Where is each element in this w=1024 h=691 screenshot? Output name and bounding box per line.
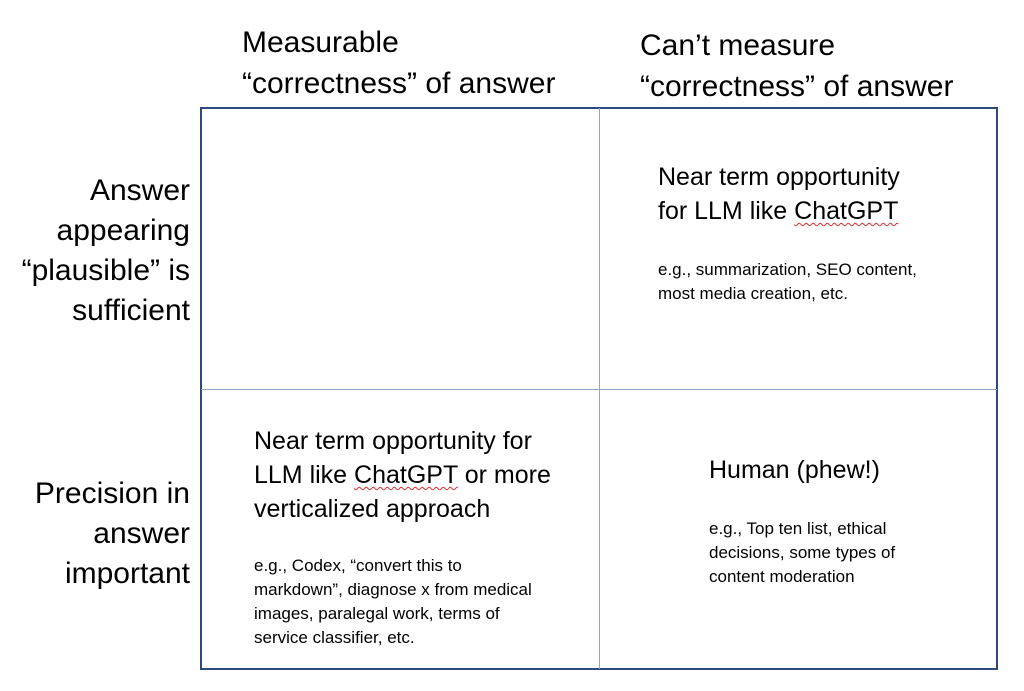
spellcheck-underlined-term: ChatGPT xyxy=(794,197,899,225)
example-line: e.g., Top ten list, ethical xyxy=(709,519,887,538)
example-line: e.g., summarization, SEO content, xyxy=(658,260,917,279)
column-header-line: Measurable xyxy=(242,26,399,59)
example-line: content moderation xyxy=(709,567,855,586)
column-header-measurable xyxy=(242,22,555,104)
row-header-line: “plausible” is xyxy=(21,254,190,287)
example-line: markdown”, diagnose x from medical xyxy=(254,580,532,599)
quadrant-top-right-examples xyxy=(658,258,917,306)
quadrant-title-text: LLM like xyxy=(254,461,355,489)
row-header-line: Precision in xyxy=(34,477,190,510)
quadrant-title-line xyxy=(254,458,551,492)
row-header-line: sufficient xyxy=(72,294,190,327)
quadrant-title-line xyxy=(658,194,900,228)
quadrant-bottom-left-examples xyxy=(254,554,532,650)
quadrant-bottom-left-title xyxy=(254,424,551,526)
row-header-line: important xyxy=(64,557,190,590)
example-line: decisions, some types of xyxy=(709,543,896,562)
row-header-precision-important xyxy=(35,474,190,594)
example-line: e.g., Codex, “convert this to xyxy=(254,556,462,575)
column-header-line: “correctness” of answer xyxy=(242,67,556,100)
quadrant-bottom-right-title: Human (phew!) xyxy=(709,456,880,484)
matrix-horizontal-divider xyxy=(201,389,997,390)
column-header-line: “correctness” of answer xyxy=(640,70,954,103)
row-header-plausible-sufficient xyxy=(22,171,190,331)
column-header-line: Can’t measure xyxy=(640,29,836,62)
quadrant-title-line: verticalized approach xyxy=(254,495,491,523)
quadrant-title-text: or more xyxy=(457,461,551,489)
quadrant-title-line: Near term opportunity xyxy=(658,163,900,191)
row-header-line: Answer xyxy=(89,174,190,207)
quadrant-top-right-title xyxy=(658,160,900,228)
quadrant-title-line: Near term opportunity for xyxy=(254,427,532,455)
example-line: most media creation, etc. xyxy=(658,284,848,303)
example-line: service classifier, etc. xyxy=(254,628,415,647)
quadrant-title-text: for LLM like xyxy=(658,197,795,225)
example-line: images, paralegal work, terms of xyxy=(254,604,500,623)
spellcheck-underlined-term: ChatGPT xyxy=(354,461,458,489)
quadrant-bottom-right-examples xyxy=(709,517,895,589)
column-header-cant-measure xyxy=(640,25,953,107)
row-header-line: answer xyxy=(93,517,190,550)
row-header-line: appearing xyxy=(56,214,190,247)
